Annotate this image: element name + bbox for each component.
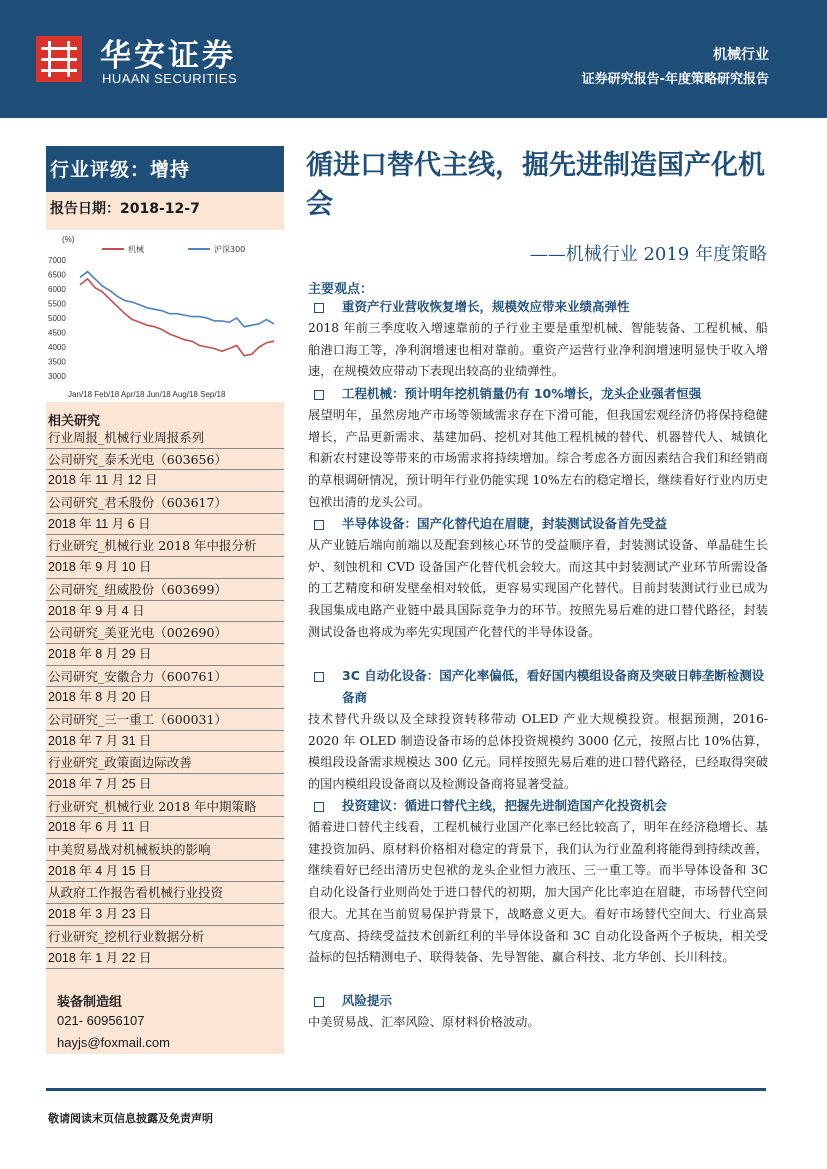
section-body: 技术替代升级以及全球投资转移带动 OLED 产业大规模投资。根据预测，2016-2020 年 OLED 制造设备市场的总体投资规模约 3000 亿元，按照占比 10%估算，模组段设备需求规模达 300 亿元。同样按照先易后难的进口替代路径，已经取得突破的国内模组段设备商以及检测设备商将显著受益。	[308, 712, 768, 792]
section-heading: 3C 自动化设备：国产化率偏低，看好国内模组设备商及突破日韩垄断检测设备商	[308, 665, 768, 709]
section-body: 2018 年前三季度收入增速靠前的子行业主要是重型机械、智能装备、工程机械、船舶港口海工等，净利润增速也相对靠前。重资产运营行业净利润增速明显快于收入增速，在规模效应带动下表现出较高的业绩弹性。	[308, 321, 768, 379]
checkbox-bullet-icon	[314, 303, 324, 313]
related-research-item: 2018 年 8 月 20 日	[46, 687, 284, 709]
report-date: 报告日期：2018-12-7	[50, 201, 200, 217]
chart-x-labels: Jan/18 Feb/18 Apr/18 Jun/18 Aug/18 Sep/18	[68, 390, 226, 399]
section-heading: 投资建议：循进口替代主线，把握先进制造国产化投资机会	[308, 795, 768, 817]
logo-text-cn: 华安证券	[100, 38, 236, 74]
section-risk	[308, 990, 768, 1034]
related-research-item: 2018 年 7 月 31 日	[46, 731, 284, 753]
section-3c-automation	[308, 665, 768, 796]
section-semiconductor	[308, 513, 768, 644]
related-research-item: 行业研究_机械行业 2018 年中报分析	[46, 535, 284, 557]
section-body: 展望明年，虽然房地产市场等领域需求存在下滑可能，但我国宏观经济仍将保持稳健增长，产品更新需求、基建加码、挖机对其他工程机械的替代、机器替代人、城镇化和新农村建设等带来的市场需求将持续增加。综合考虑各方面因素结合我们和经销商的草根调研情况，预计明年行业仍能实现 10%左右的稳定增长，继续看好行业内历史包袱出清的龙头公司。	[308, 408, 768, 509]
related-research-item: 公司研究_安徽合力（600761）	[46, 666, 284, 688]
y-tick-label: 5500	[48, 299, 66, 309]
related-research-item: 行业研究_机械行业 2018 年中期策略	[46, 796, 284, 818]
checkbox-bullet-icon	[314, 390, 324, 400]
industry-rating: 行业评级：增持	[46, 146, 284, 192]
footer-disclaimer[interactable]: 敬请阅读末页信息披露及免责声明	[48, 1112, 213, 1125]
related-research-item: 从政府工作报告看机械行业投资	[46, 882, 284, 904]
related-research-item: 公司研究_君禾股份（603617）	[46, 492, 284, 514]
related-research-item: 2018 年 9 月 10 日	[46, 557, 284, 579]
footer-divider	[46, 1088, 766, 1091]
report-title: 循进口替代主线，掘先进制造国产化机会	[306, 150, 765, 220]
price-chart-svg	[46, 230, 284, 402]
price-chart	[46, 230, 284, 402]
related-research-item: 2018 年 3 月 23 日	[46, 904, 284, 926]
related-research-item: 2018 年 1 月 22 日	[46, 948, 284, 970]
header-report-type: 证券研究报告-年度策略研究报告	[581, 72, 769, 87]
chart-ylabel: (%)	[62, 235, 75, 244]
related-research-item: 2018 年 7 月 25 日	[46, 774, 284, 796]
y-tick-label: 4000	[48, 343, 66, 352]
checkbox-bullet-icon	[314, 672, 324, 682]
related-research-item: 公司研究_美亚光电（002690）	[46, 622, 284, 644]
related-research-title: 相关研究	[48, 414, 101, 429]
page-header	[0, 0, 827, 118]
header-industry: 机械行业	[713, 47, 769, 63]
section-heading: 工程机械：预计明年挖机销量仍有 10%增长，龙头企业强者恒强	[308, 383, 768, 405]
chart-y-axis	[48, 256, 66, 381]
section-construction-machinery	[308, 383, 768, 514]
related-research-item: 2018 年 8 月 29 日	[46, 644, 284, 666]
logo-text-en: HUAAN SECURITIES	[102, 71, 238, 86]
chart-legend	[102, 244, 245, 254]
team-email[interactable]: hayjs@foxmail.com	[57, 1035, 170, 1050]
checkbox-bullet-icon	[314, 802, 324, 812]
related-research-item: 公司研究_纽威股份（603699）	[46, 579, 284, 601]
checkbox-bullet-icon	[314, 520, 324, 530]
team-title: 装备制造组	[57, 995, 123, 1010]
related-research-item: 行业研究_挖机行业数据分析	[46, 926, 284, 948]
y-tick-label: 5000	[48, 314, 66, 323]
y-tick-label: 4500	[48, 328, 66, 338]
related-research-item: 中美贸易战对机械板块的影响	[46, 839, 284, 861]
checkbox-bullet-icon	[314, 997, 324, 1007]
section-heading: 半导体设备：国产化替代迫在眉睫，封装测试设备首先受益	[308, 513, 768, 535]
section-body: 从产业链后端向前端以及配套到核心环节的受益顺序看，封装测试设备、单晶硅生长炉、刻蚀机和 CVD 设备国产化替代机会较大。而这其中封装测试产业环节所需设备的工艺精度和研发壁垒相对较低，更容易实现国产化替代。目前封装测试行业已成为我国集成电路产业链中最具国际竞争力的环节。按照先易后难的进口替代路径，封装测试设备也将成为率先实现国产化替代的半导体设备。	[308, 538, 768, 639]
section-body: 循着进口替代主线看，工程机械行业国产化率已经比较高了，明年在经济稳增长、基建投资加码、原材料价格相对稳定的背景下，我们认为行业盈利将能得到持续改善，继续看好已经出清历史包袱的龙头企业恒力液压、三一重工等。而半导体设备和 3C 自动化设备行业则尚处于进口替代的初期，加大国产化比率迫在眉睫，市场替代空间很大。尤其在当前贸易保护背景下，战略意义更大。看好市场替代空间大、行业高景气度高、持续受益技术创新红利的半导体设备和 3C 自动化设备两个子板块，相关受益标的包括精测电子、联得装备、先导智能、赢合科技、北方华创、长川科技。	[308, 820, 768, 965]
related-research-list	[46, 427, 284, 969]
section-heading: 风险提示	[308, 990, 768, 1012]
chart-series	[80, 272, 274, 356]
y-tick-label: 6000	[48, 285, 66, 294]
related-research-item: 行业周报_机械行业周报系列	[46, 427, 284, 449]
legend-label: 机械	[128, 245, 144, 254]
related-research-item: 2018 年 6 月 11 日	[46, 817, 284, 839]
related-research-item: 2018 年 11 月 6 日	[46, 514, 284, 536]
huaan-logo-icon	[36, 36, 82, 82]
key-points-label: 主要观点：	[308, 282, 374, 297]
related-research-item: 2018 年 9 月 4 日	[46, 601, 284, 623]
section-heading: 重资产行业营收恢复增长，规模效应带来业绩高弹性	[308, 296, 768, 318]
y-tick-label: 7000	[48, 256, 66, 265]
related-research-item: 公司研究_泰禾光电（603656）	[46, 449, 284, 471]
section-investment-advice	[308, 795, 768, 969]
y-tick-label: 6500	[48, 270, 66, 280]
report-subtitle: ——机械行业 2019 年度策略	[529, 244, 767, 265]
section-body: 中美贸易战、汇率风险、原材料价格波动。	[308, 1015, 540, 1029]
section-heavy-assets	[308, 296, 768, 383]
y-tick-label: 3000	[48, 372, 66, 381]
related-research-item: 公司研究_三一重工（600031）	[46, 709, 284, 731]
related-research-item: 2018 年 11 月 12 日	[46, 470, 284, 492]
sidebar	[46, 146, 284, 1054]
related-research-item: 2018 年 4 月 15 日	[46, 861, 284, 883]
legend-label: 沪深300	[214, 245, 246, 254]
y-tick-label: 3500	[48, 357, 66, 367]
related-research-item: 行业研究_政策面边际改善	[46, 752, 284, 774]
team-phone: 021- 60956107	[57, 1013, 145, 1028]
